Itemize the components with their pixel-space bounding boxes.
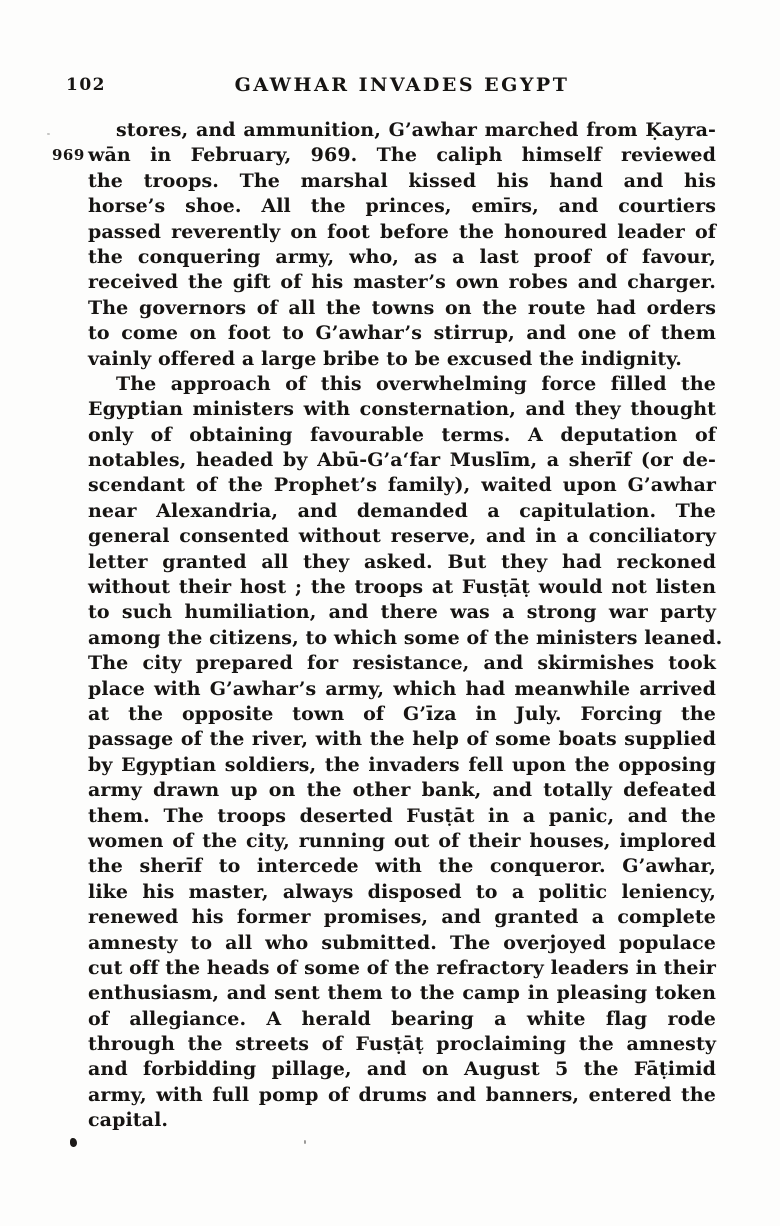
text-line: enthusiasm, and sent them to the camp in pleasing token xyxy=(88,982,716,1005)
text-line: near Alexandria, and demanded a capitulation. The xyxy=(88,499,716,522)
text-line: horse’s shoe. All the princes, emīrs, and courtiers xyxy=(88,195,716,218)
text-line: letter granted all they asked. But they had reckoned xyxy=(88,550,716,573)
text-line: The approach of this overwhelming force filled the xyxy=(116,372,716,395)
text-line: amnesty to all who submitted. The overjoyed populace xyxy=(88,931,716,954)
text-line: renewed his former promises, and granted a complete xyxy=(88,906,716,929)
text-line: army drawn up on the other bank, and totally defeated xyxy=(88,779,716,802)
text-line: the conquering army, who, as a last proof of favour, xyxy=(88,245,716,268)
text-line: The governors of all the towns on the route had orders xyxy=(88,296,716,319)
text-line: the troops. The marshal kissed his hand and his xyxy=(88,169,716,192)
text-line: by Egyptian soldiers, the invaders fell upon the opposing xyxy=(88,753,716,776)
text-line: passage of the river, with the help of some boats supplied xyxy=(88,728,716,751)
text-line: among the citizens, to which some of the ministers leaned. xyxy=(88,626,723,649)
margin-date-note: 969 xyxy=(52,146,85,164)
page-number: 102 xyxy=(66,75,106,95)
text-line: passed reverently on foot before the honoured leader of xyxy=(88,220,716,243)
text-line: wān in February, 969. The caliph himself reviewed xyxy=(88,144,716,167)
text-line: of allegiance. A herald bearing a white flag rode xyxy=(88,1007,716,1030)
text-line: capital. xyxy=(88,1109,169,1132)
text-line: place with G’awhar’s army, which had meanwhile arrived xyxy=(88,677,716,700)
text-line: without their host ; the troops at Fusṭāṭ would not listen xyxy=(88,576,716,599)
text-line: received the gift of his master’s own robes and charger. xyxy=(88,271,716,294)
running-head-title: GAWHAR INVADES EGYPT xyxy=(234,74,570,96)
text-line: at the opposite town of G’īza in July. Forcing the xyxy=(88,702,716,725)
text-line: through the streets of Fusṭāṭ proclaiming the amnesty xyxy=(88,1033,716,1056)
text-line: stores, and ammunition, G’awhar marched from Ḳayra- xyxy=(116,119,716,141)
text-body xyxy=(88,118,723,1134)
text-line: women of the city, running out of their houses, implored xyxy=(88,829,716,852)
text-line: army, with full pomp of drums and banners, entered the xyxy=(88,1083,716,1106)
ink-speck xyxy=(304,1140,306,1144)
text-line: only of obtaining favourable terms. A deputation of xyxy=(88,423,716,446)
text-line: notables, headed by Abū-G’a‘far Muslīm, a sherīf (or de- xyxy=(88,449,716,472)
ink-speck xyxy=(70,1138,77,1147)
ink-speck xyxy=(47,133,50,135)
text-line: scendant of the Prophet’s family), waited upon G’awhar xyxy=(88,474,716,497)
text-line: to come on foot to G’awhar’s stirrup, and one of them xyxy=(88,322,716,345)
text-line: vainly offered a large bribe to be excused the indignity. xyxy=(88,347,682,370)
running-head xyxy=(66,74,716,98)
text-line: to such humiliation, and there was a strong war party xyxy=(88,601,716,624)
text-line: cut off the heads of some of the refractory leaders in their xyxy=(88,956,717,979)
text-line: Egyptian ministers with consternation, and they thought xyxy=(88,398,716,421)
text-line: The city prepared for resistance, and skirmishes took xyxy=(88,652,716,675)
text-line: and forbidding pillage, and on August 5 the Fāṭimid xyxy=(88,1058,716,1081)
text-line: the sherīf to intercede with the conqueror. G’awhar, xyxy=(88,855,716,878)
text-line: like his master, always disposed to a politic leniency, xyxy=(88,880,716,903)
text-line: them. The troops deserted Fusṭāt in a panic, and the xyxy=(88,804,716,827)
text-line: general consented without reserve, and in a conciliatory xyxy=(88,525,716,548)
